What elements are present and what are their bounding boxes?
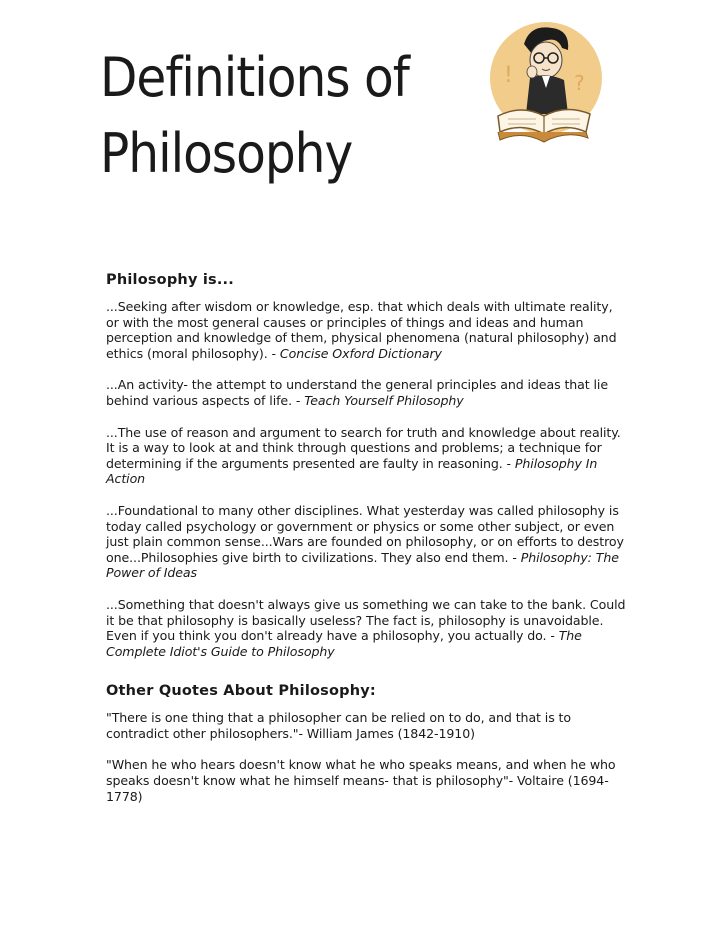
definition-item: [106, 299, 626, 361]
quote-item: "There is one thing that a philosopher can be relied on to do, and that is to contradict other philosophers."- William James (1842-1910): [106, 710, 572, 741]
quote-item: "When he who hears doesn't know what he who speaks means, and when he who speaks doesn't know what he himself means- that is philosophy"- Voltaire (1694-1778): [106, 757, 616, 804]
definition-source: Teach Yourself Philosophy: [304, 392, 464, 408]
definition-source: The Complete Idiot's Guide to Philosophy: [106, 628, 582, 659]
definition-item: [106, 503, 626, 581]
definition-item: [106, 425, 626, 487]
definition-text: ...An activity- the attempt to understand the general principles and ideas that lie behind various aspects of life. -: [106, 377, 608, 408]
content: [106, 272, 626, 820]
definition-text: ...Foundational to many other disciplines. What yesterday was called philosophy is today called psychology or government or physics or some other subject, or even just plain common sense...Wars are founded on philosophy, or on efforts to destroy one...Philosophies give birth to civilizations. They also end them. -: [106, 502, 624, 565]
section-heading-philosophy-is: Philosophy is...: [106, 272, 234, 288]
page-title: [100, 40, 500, 192]
definition-item: [106, 597, 626, 659]
page-title-line-1: Definitions of: [100, 46, 409, 109]
definition-source: Philosophy In Action: [106, 455, 598, 487]
definition-source: Concise Oxford Dictionary: [279, 345, 442, 361]
definition-text: ...Seeking after wisdom or knowledge, esp. that which deals with ultimate reality, or with the most general causes or principles of things and ideas and human perception and knowledge of them, physical phenomena (natural philosophy) and ethics (moral philosophy). -: [106, 299, 617, 361]
philosopher-reading-icon: [478, 20, 608, 150]
section-heading-other-quotes: Other Quotes About Philosophy:: [106, 683, 376, 700]
svg-text:!: !: [504, 63, 513, 88]
definition-text: ...The use of reason and argument to search for truth and knowledge about reality. It is a way to look at and think through questions and problems; a technique for determining if the arguments presented are faulty in reasoning. -: [106, 424, 621, 471]
definition-item: [106, 377, 626, 408]
page-title-line-2: Philosophy: [100, 122, 353, 185]
definition-source: Philosophy: The Power of Ideas: [106, 549, 619, 581]
definition-text: ...Something that doesn't always give us something we can take to the bank. Could it be that philosophy is basically useless? The fact is, philosophy is unavoidable. Even if you think you don't already have a philosophy, you actually do. -: [106, 596, 626, 644]
svg-text:?: ?: [574, 71, 585, 95]
